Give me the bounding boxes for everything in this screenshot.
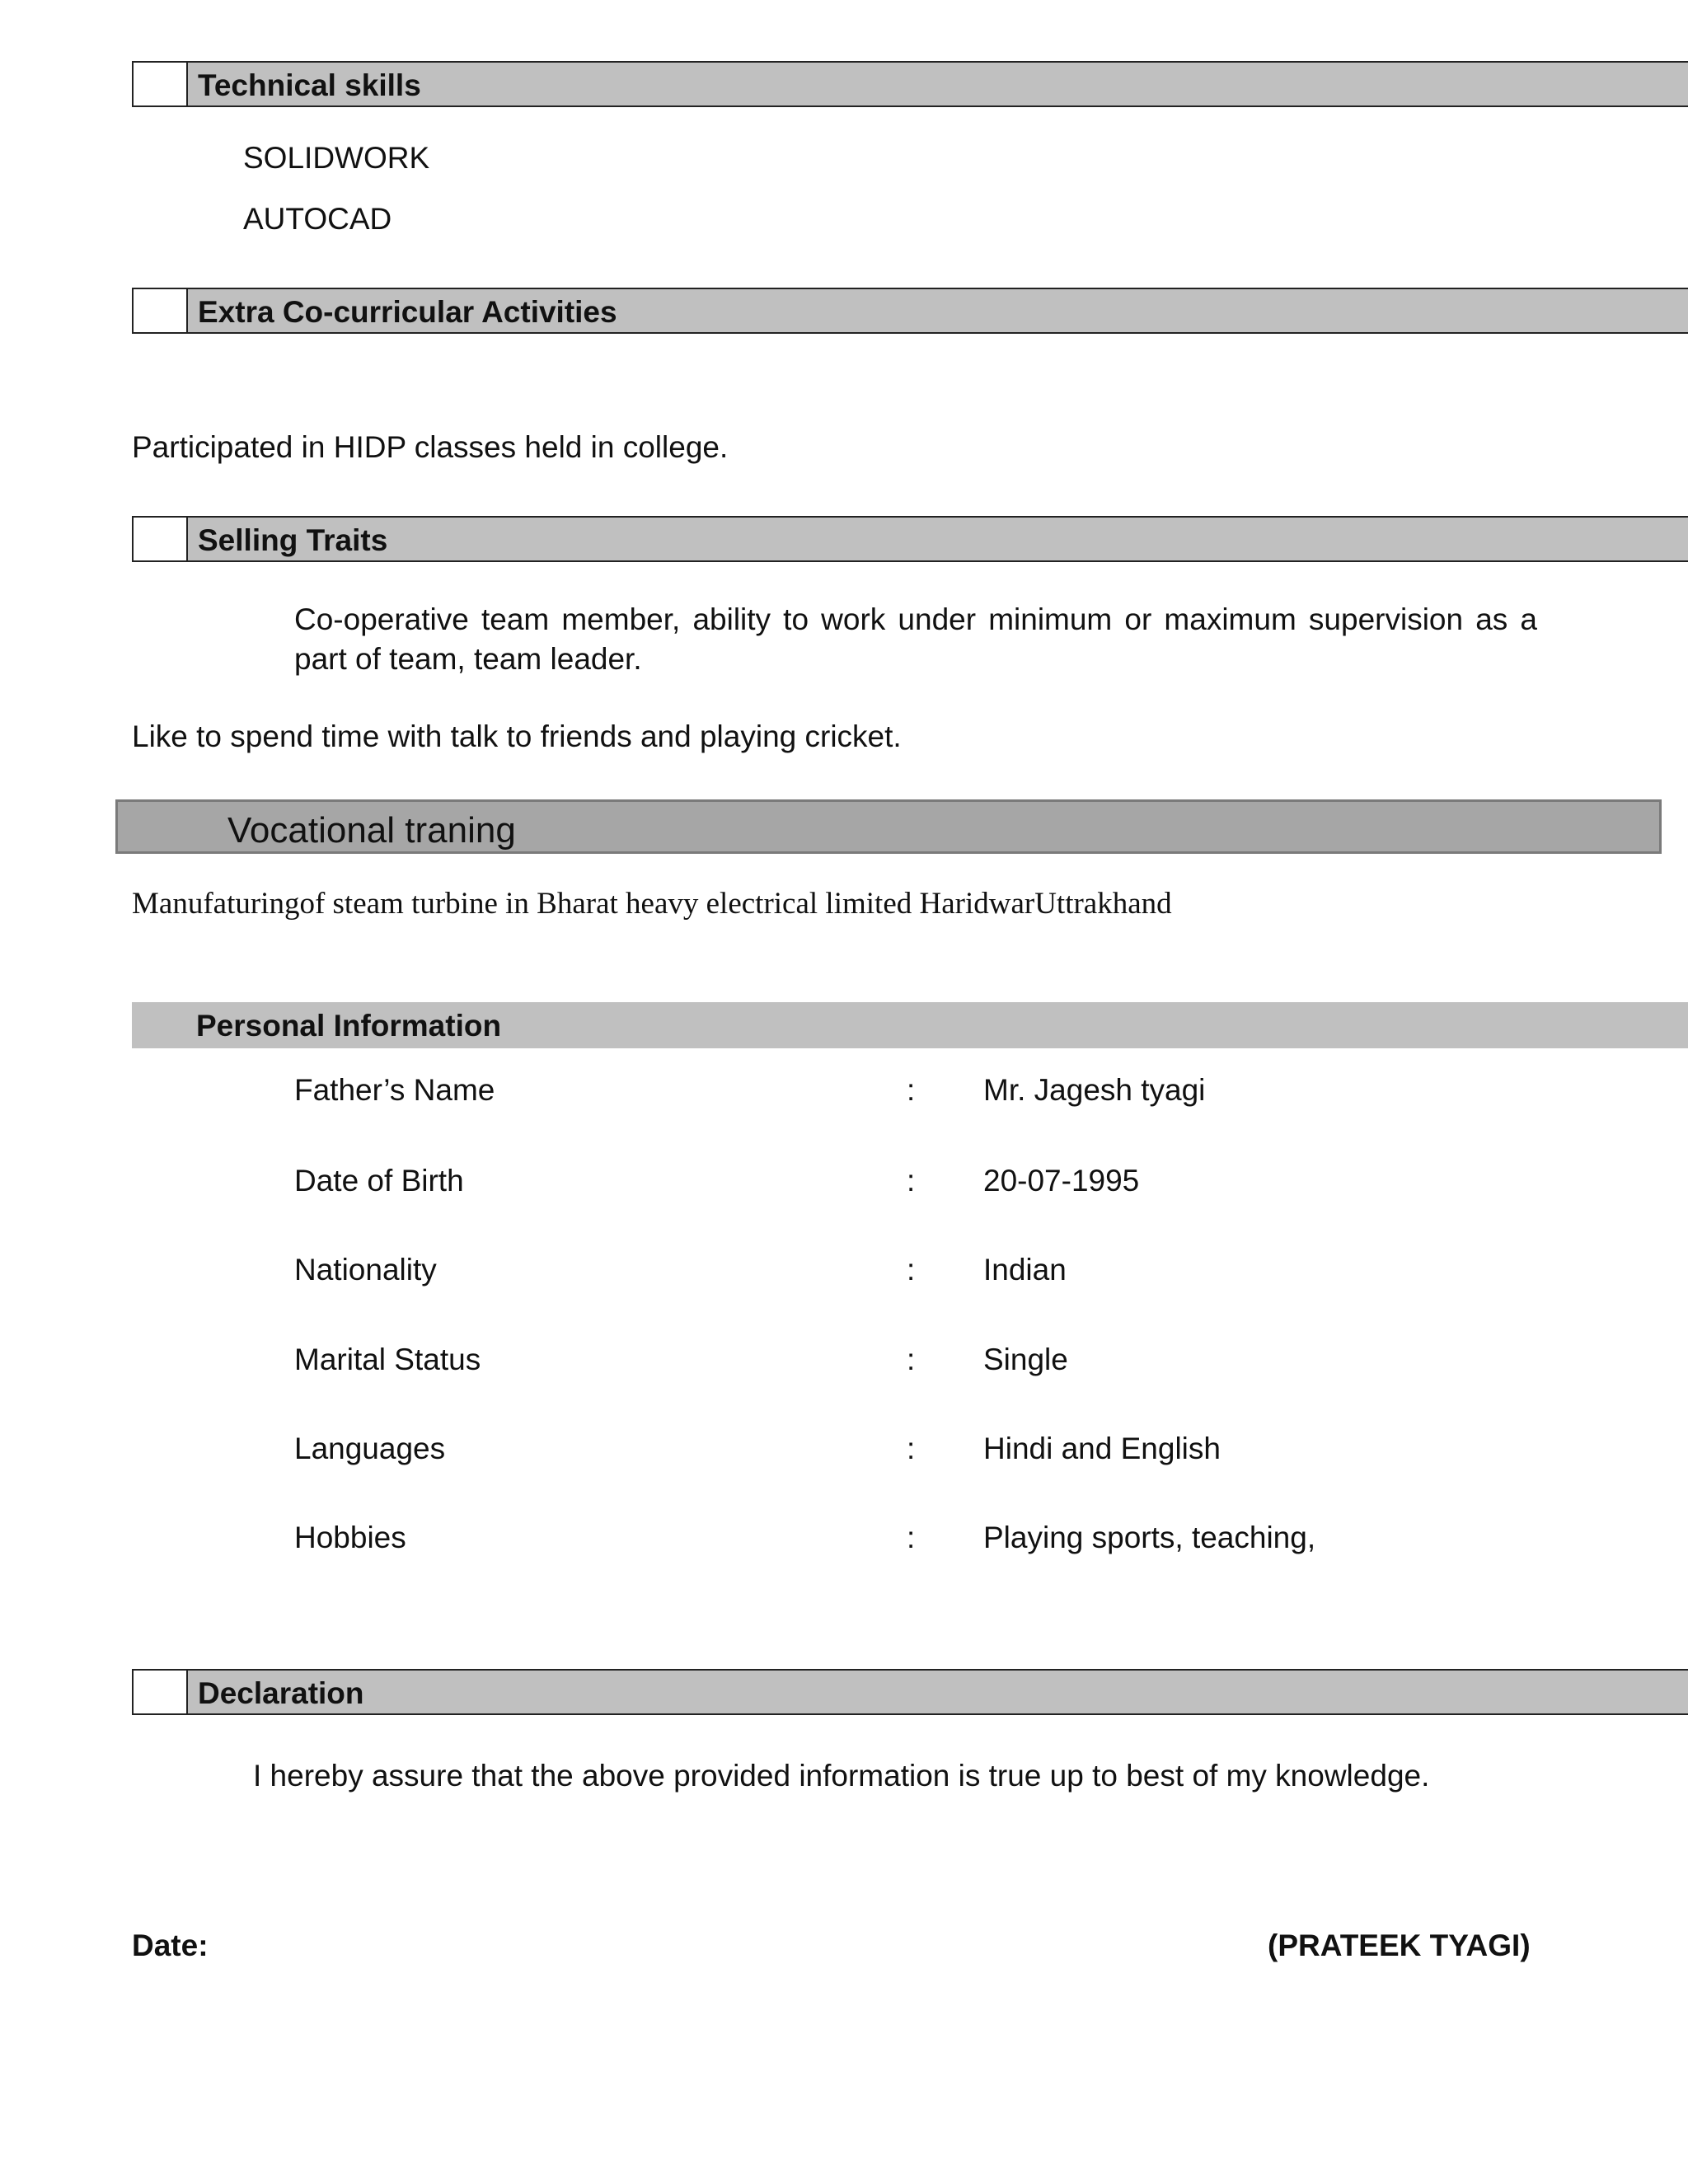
personal-value-fathers-name: Mr. Jagesh tyagi (983, 1073, 1206, 1107)
activity-text: Participated in HIDP classes held in college. (132, 430, 729, 464)
section-header-selling-traits (132, 516, 1688, 562)
personal-label-languages: Languages (294, 1432, 446, 1465)
personal-label-hobbies: Hobbies (294, 1521, 406, 1554)
section-title: Vocational traning (227, 810, 516, 851)
section-title: Personal Information (196, 1009, 502, 1043)
date-label: Date: (132, 1929, 209, 1962)
section-header-extra-curricular (132, 288, 1688, 334)
section-header-technical-skills (132, 61, 1688, 107)
personal-separator: : (907, 1073, 916, 1107)
personal-label-nationality: Nationality (294, 1253, 437, 1286)
section-header-vocational-training (115, 799, 1662, 854)
section-header-marker (134, 518, 188, 560)
section-header-marker (134, 63, 188, 105)
personal-label-fathers-name: Father’s Name (294, 1073, 495, 1107)
personal-value-languages: Hindi and English (983, 1432, 1221, 1465)
skill-item: AUTOCAD (243, 202, 392, 236)
personal-separator: : (907, 1164, 916, 1197)
signature-name: (PRATEEK TYAGI) (1268, 1929, 1531, 1962)
section-title: Technical skills (198, 68, 421, 102)
section-title: Extra Co-curricular Activities (198, 295, 617, 329)
personal-value-marital-status: Single (983, 1343, 1068, 1376)
section-header-personal-information (132, 1002, 1688, 1048)
personal-separator: : (907, 1253, 916, 1286)
section-header-declaration (132, 1669, 1688, 1715)
personal-value-hobbies: Playing sports, teaching, (983, 1521, 1316, 1554)
personal-value-nationality: Indian (983, 1253, 1067, 1286)
hobby-sentence: Like to spend time with talk to friends and playing cricket. (132, 719, 902, 753)
traits-paragraph: Co-operative team member, ability to work under minimum or maximum supervision as a part of team, team leader. (294, 602, 1537, 676)
vocational-text: Manufaturingof steam turbine in Bharat heavy electrical limited HaridwarUttrakhand (132, 887, 1172, 921)
personal-separator: : (907, 1432, 916, 1465)
skill-item: SOLIDWORK (243, 141, 430, 175)
section-title: Declaration (198, 1676, 364, 1710)
personal-label-marital-status: Marital Status (294, 1343, 481, 1376)
personal-separator: : (907, 1521, 916, 1554)
personal-value-date-of-birth: 20-07-1995 (983, 1164, 1140, 1197)
declaration-text: I hereby assure that the above provided information is true up to best of my knowledge. (253, 1759, 1430, 1793)
section-header-marker (134, 289, 188, 332)
section-header-marker (134, 1671, 188, 1713)
personal-separator: : (907, 1343, 916, 1376)
personal-label-date-of-birth: Date of Birth (294, 1164, 464, 1197)
section-title: Selling Traits (198, 523, 388, 557)
